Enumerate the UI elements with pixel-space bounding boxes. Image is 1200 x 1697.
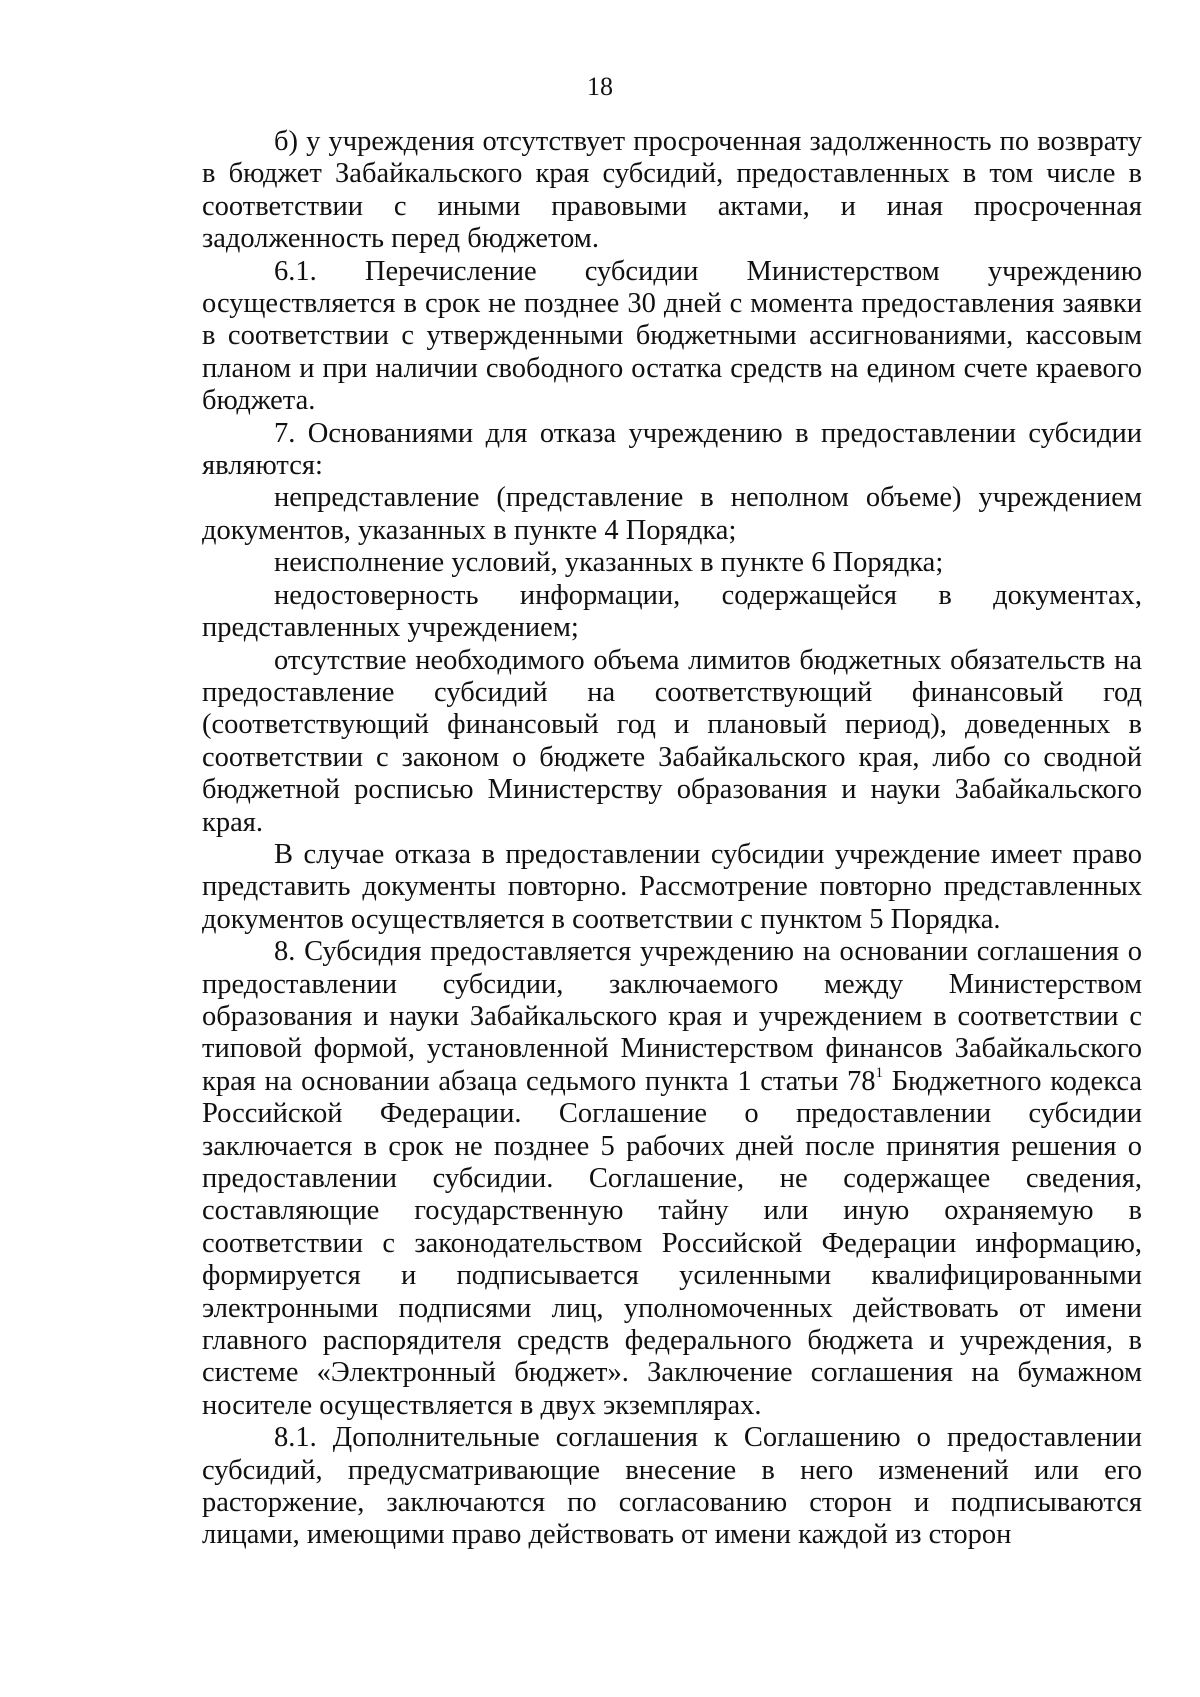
article-superscript: 1 <box>875 1064 884 1081</box>
paragraph-6-1: 6.1. Перечисление субсидии Министерством учреждению осуществляется в срок не позднее 30 дней с момента предоставления заявки в соответствии с утвержденными бюджетными ассигнованиями, кассовым планом и при наличии свободного остатка средств на едином счете краевого бюджета. <box>202 255 1142 417</box>
paragraph-8-text-after: Бюджетного кодекса Российской Федерации. Соглашение о предоставлении субсидии заключается в срок не позднее 5 рабочих дней после принятия решения о предоставлении субсидии. Соглашение, не содержащее сведения, составляющие государственную тайну или иную охраняемую в соответствии с законодательством Российской Федерации информацию, формируется и подписывается усиленными квалифицированными электронными подписями лиц, уполномоченных действовать от имени главного распорядителя средств федерального бюджета и учреждения, в системе «Электронный бюджет». Заключение соглашения на бумажном носителе осуществляется в двух экземплярах. <box>202 1065 1142 1421</box>
paragraph-7: 7. Основаниями для отказа учреждению в предоставлении субсидии являются: <box>202 417 1142 482</box>
paragraph-refusal-resubmit: В случае отказа в предоставлении субсидии учреждение имеет право представить документы повторно. Рассмотрение повторно представленных документов осуществляется в соответствии с пунктом 5 Порядка. <box>202 838 1142 935</box>
paragraph-7-reason-2: неисполнение условий, указанных в пункте 6 Порядка; <box>274 547 944 579</box>
paragraph-7-reason-4: отсутствие необходимого объема лимитов бюджетных обязательств на предоставление субсидий на соответствующий финансовый год (соответствующий финансовый год и плановый период), доведенных в соответствии с законом о бюджете Забайкальского края, либо со сводной бюджетной росписью Министерству образования и науки Забайкальского края. <box>202 644 1142 838</box>
paragraph-8 <box>202 936 1142 1422</box>
paragraph-8-1: 8.1. Дополнительные соглашения к Соглашению о предоставлении субсидий, предусматривающие внесение в него изменений или его расторжение, заключаются по согласованию сторон и подписываются лицами, имеющими право действовать от имени каждой из сторон <box>202 1422 1142 1551</box>
paragraph-6-b: б) у учреждения отсутствует просроченная задолженность по возврату в бюджет Забайкальского края субсидий, предоставленных в том числе в соответствии с иными правовыми актами, и иная просроченная задолженность перед бюджетом. <box>202 126 1142 255</box>
page-number: 18 <box>587 72 613 101</box>
paragraph-7-reason-1: непредставление (представление в неполном объеме) учреждением документов, указанных в пункте 4 Порядка; <box>202 482 1142 546</box>
paragraph-7-reason-3: недостоверность информации, содержащейся в документах, представленных учреждением; <box>202 579 1142 644</box>
paragraph-8-text-before: 8. Субсидия предоставляется учреждению на основании соглашения о предоставлении субсидии, заключаемого между Министерством образования и науки Забайкальского края и учреждением в соответствии с типовой формой, установленной Министерством финансов Забайкальского края на основании абзаца седьмого пункта 1 статьи 78 <box>202 936 1142 1097</box>
document-body <box>202 126 1142 1552</box>
